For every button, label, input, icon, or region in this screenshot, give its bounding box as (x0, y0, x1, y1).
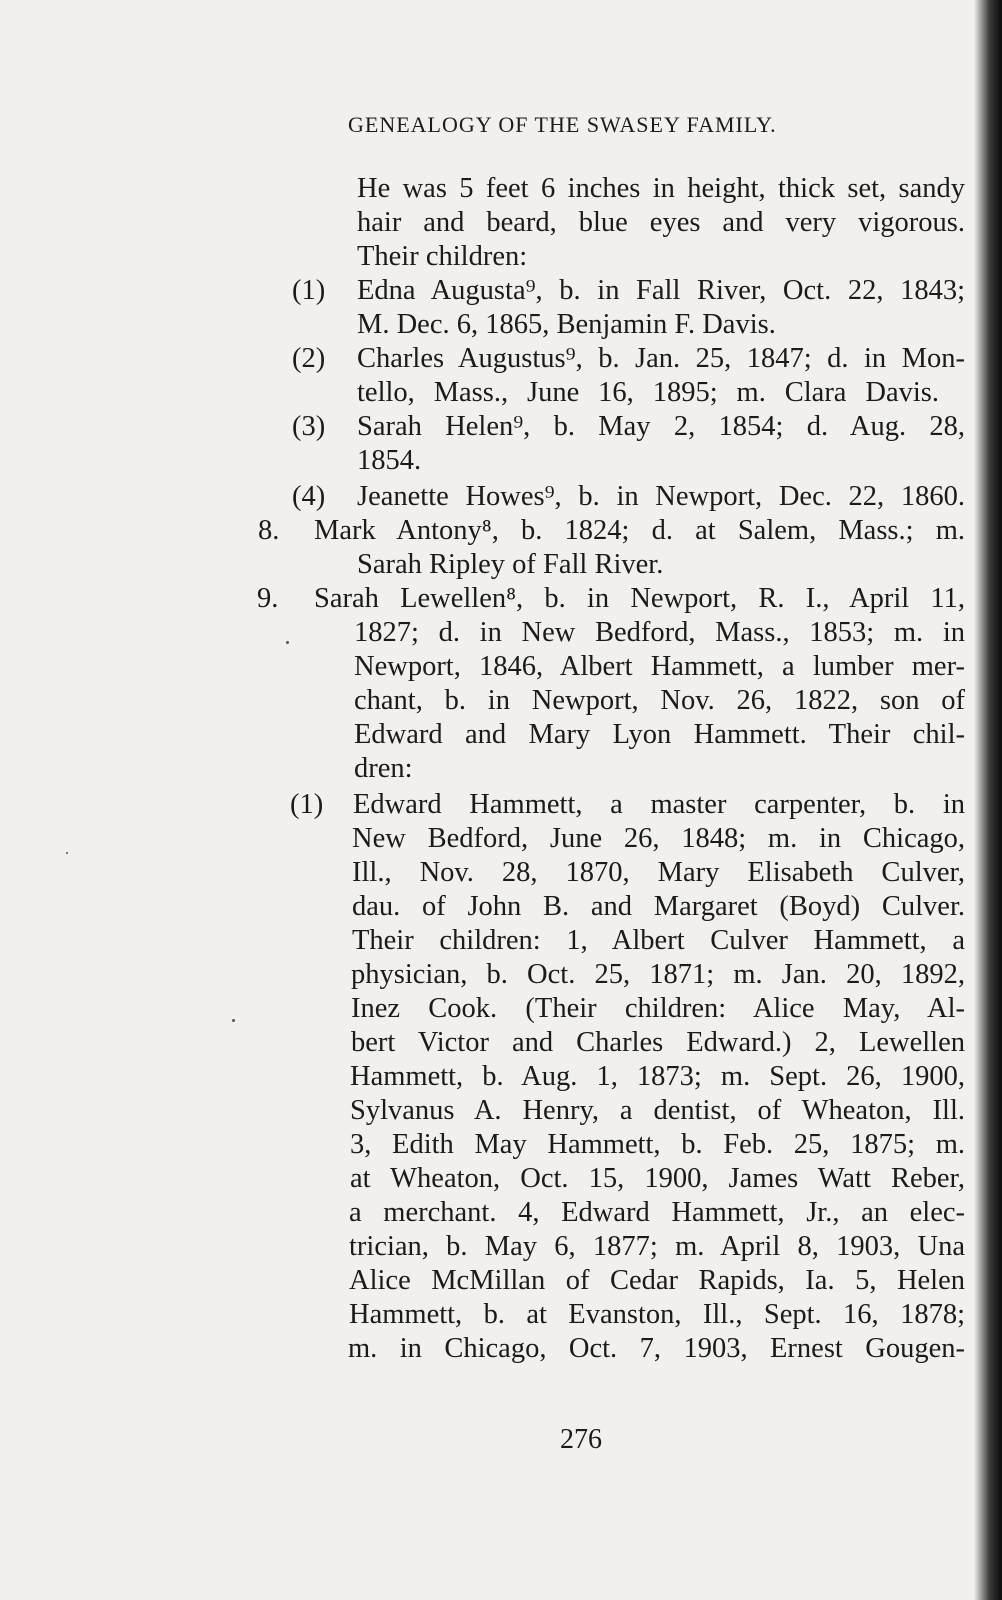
child-marker: (2) (292, 343, 326, 374)
text-line: Hammett, b. Aug. 1, 1873; m. Sept. 26, 1900, (350, 1061, 965, 1092)
text-line: 1827; d. in New Bedford, Mass., 1853; m. in (354, 617, 965, 648)
text-line: Sarah Helen⁹, b. May 2, 1854; d. Aug. 28, (357, 411, 965, 442)
text-line: trician, b. May 6, 1877; m. April 8, 1903, Una (349, 1231, 965, 1262)
text-line: Sarah Ripley of Fall River. (357, 549, 664, 580)
text-line: Jeanette Howes⁹, b. in Newport, Dec. 22, 1860. (357, 481, 965, 512)
text-line: New Bedford, June 26, 1848; m. in Chicago, (352, 823, 965, 854)
text-line: He was 5 feet 6 inches in height, thick set, sandy (357, 173, 965, 204)
text-line: Sarah Lewellen⁸, b. in Newport, R. I., April 11, (314, 583, 965, 614)
text-line: bert Victor and Charles Edward.) 2, Lewellen (351, 1027, 965, 1058)
text-line: Edward Hammett, a master carpenter, b. in (353, 789, 965, 820)
child-marker: (1) (292, 275, 326, 306)
text-line: 1854. (357, 445, 422, 476)
text-line: m. in Chicago, Oct. 7, 1903, Ernest Gougen- (348, 1333, 965, 1364)
entry-number: 9. (257, 583, 279, 614)
child-marker: (1) (290, 789, 324, 820)
text-line: dau. of John B. and Margaret (Boyd) Culver. (352, 891, 965, 922)
text-line: Their children: 1, Albert Culver Hammett, a (352, 925, 965, 956)
entry-number: 8. (258, 515, 280, 546)
text-line: hair and beard, blue eyes and very vigorous. (357, 207, 965, 238)
text-line: dren: (354, 753, 413, 784)
child-marker: (3) (292, 411, 326, 442)
text-line: 3, Edith May Hammett, b. Feb. 25, 1875; m. (350, 1129, 965, 1160)
text-line: tello, Mass., June 16, 1895; m. Clara Davis. (357, 377, 939, 408)
text-line: chant, b. in Newport, Nov. 26, 1822, son of (354, 685, 965, 716)
scan-speck (232, 1019, 235, 1022)
scan-speck (66, 852, 68, 854)
child-marker: (4) (292, 481, 326, 512)
text-line: Alice McMillan of Cedar Rapids, Ia. 5, Helen (349, 1265, 965, 1296)
page-number: 276 (560, 1424, 602, 1455)
text-line: Hammett, b. at Evanston, Ill., Sept. 16, 1878; (349, 1299, 965, 1330)
running-head: GENEALOGY OF THE SWASEY FAMILY. (348, 112, 777, 137)
text-line: Charles Augustus⁹, b. Jan. 25, 1847; d. in Mon- (357, 343, 965, 374)
text-line: Edward and Mary Lyon Hammett. Their chil- (354, 719, 965, 750)
text-line: physician, b. Oct. 25, 1871; m. Jan. 20, 1892, (351, 959, 965, 990)
text-line: Inez Cook. (Their children: Alice May, Al- (351, 993, 965, 1024)
text-line: Their children: (357, 241, 528, 272)
text-line: Edna Augusta⁹, b. in Fall River, Oct. 22, 1843; (357, 275, 965, 306)
text-line: M. Dec. 6, 1865, Benjamin F. Davis. (357, 309, 776, 340)
text-line: Mark Antony⁸, b. 1824; d. at Salem, Mass.; m. (314, 515, 965, 546)
text-line: Ill., Nov. 28, 1870, Mary Elisabeth Culver, (352, 857, 965, 888)
text-line: a merchant. 4, Edward Hammett, Jr., an elec- (349, 1197, 965, 1228)
text-line: at Wheaton, Oct. 15, 1900, James Watt Reber, (350, 1163, 965, 1194)
scan-speck (286, 641, 289, 644)
text-line: Newport, 1846, Albert Hammett, a lumber mer- (354, 651, 965, 682)
binding-shadow (974, 0, 1002, 1600)
text-line: Sylvanus A. Henry, a dentist, of Wheaton, Ill. (350, 1095, 965, 1126)
